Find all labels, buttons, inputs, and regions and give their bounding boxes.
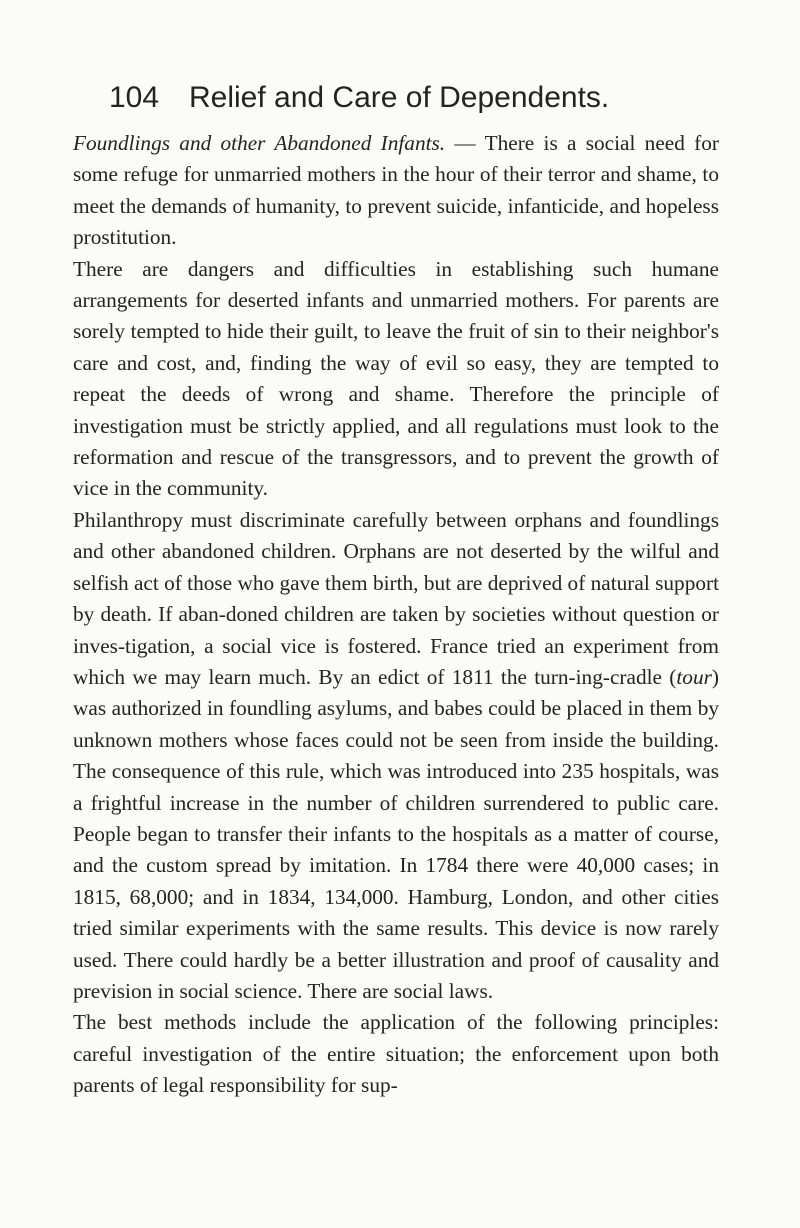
section-heading: Foundlings and other Abandoned Infants. bbox=[73, 131, 446, 155]
italic-term-tour: tour bbox=[676, 664, 712, 689]
paragraph-dangers: There are dangers and difficulties in establishing such humane arrangements for deserted infants and unmarried mothers. For parents are sorely tempted to hide their guilt, to leave the fruit of sin to their neighbor's care and cost, and, finding the way of evil so easy, they are tempted to repeat the deeds of wrong and shame. Therefore the principle of investigation must be strictly applied, and all regulations must look to the reformation and rescue of the transgressors, and to prevent the growth of vice in the community. bbox=[73, 256, 719, 501]
page-number: 104 bbox=[109, 81, 160, 114]
running-head: Relief and Care of Dependents. bbox=[189, 81, 610, 114]
paragraph-foundlings bbox=[73, 128, 719, 254]
heading-dash: — bbox=[445, 131, 485, 155]
paragraph-methods: The best methods include the application of the following principles: careful investigation of the entire situation; the enforcement upon both parents of legal responsibility for sup- bbox=[73, 1010, 719, 1098]
paragraph-intro-text: There is a social need for some refuge for unmarried mothers in the hour of their terror and shame, to meet the demands of humanity, to prevent suicide, infanticide, and hopeless prostitution. bbox=[73, 131, 719, 250]
body-text bbox=[73, 128, 719, 1102]
paragraph-philanthropy-text-1: Philanthropy must discriminate carefully between orphans and foundlings and other abandoned children. Orphans are not deserted by the wilful and selfish act of those who gave them birth, but are deprived of natural support by death. If aban-doned children are taken by societies without question or inves-tigation, a social vice is fostered. France tried an experiment from which we may learn much. By an edict of 1811 the turn-ing-cradle ( bbox=[73, 507, 719, 689]
page-header bbox=[109, 76, 629, 120]
paragraph-philanthropy-text-2: ) was authorized in foundling asylums, and babes could be placed in them by unknown mothers whose faces could not be seen from inside the building. The consequence of this rule, which was introduced into 235 hospitals, was a frightful increase in the number of children surrendered to public care. People began to transfer their infants to the hospitals as a matter of course, and the custom spread by imitation. In 1784 there were 40,000 cases; in 1815, 68,000; and in 1834, 134,000. Hamburg, London, and other cities tried similar experiments with the same results. This device is now rarely used. There could hardly be a better illustration and proof of causality and prevision in social science. There are social laws. bbox=[73, 664, 719, 1003]
paragraph-philanthropy bbox=[73, 505, 719, 1008]
